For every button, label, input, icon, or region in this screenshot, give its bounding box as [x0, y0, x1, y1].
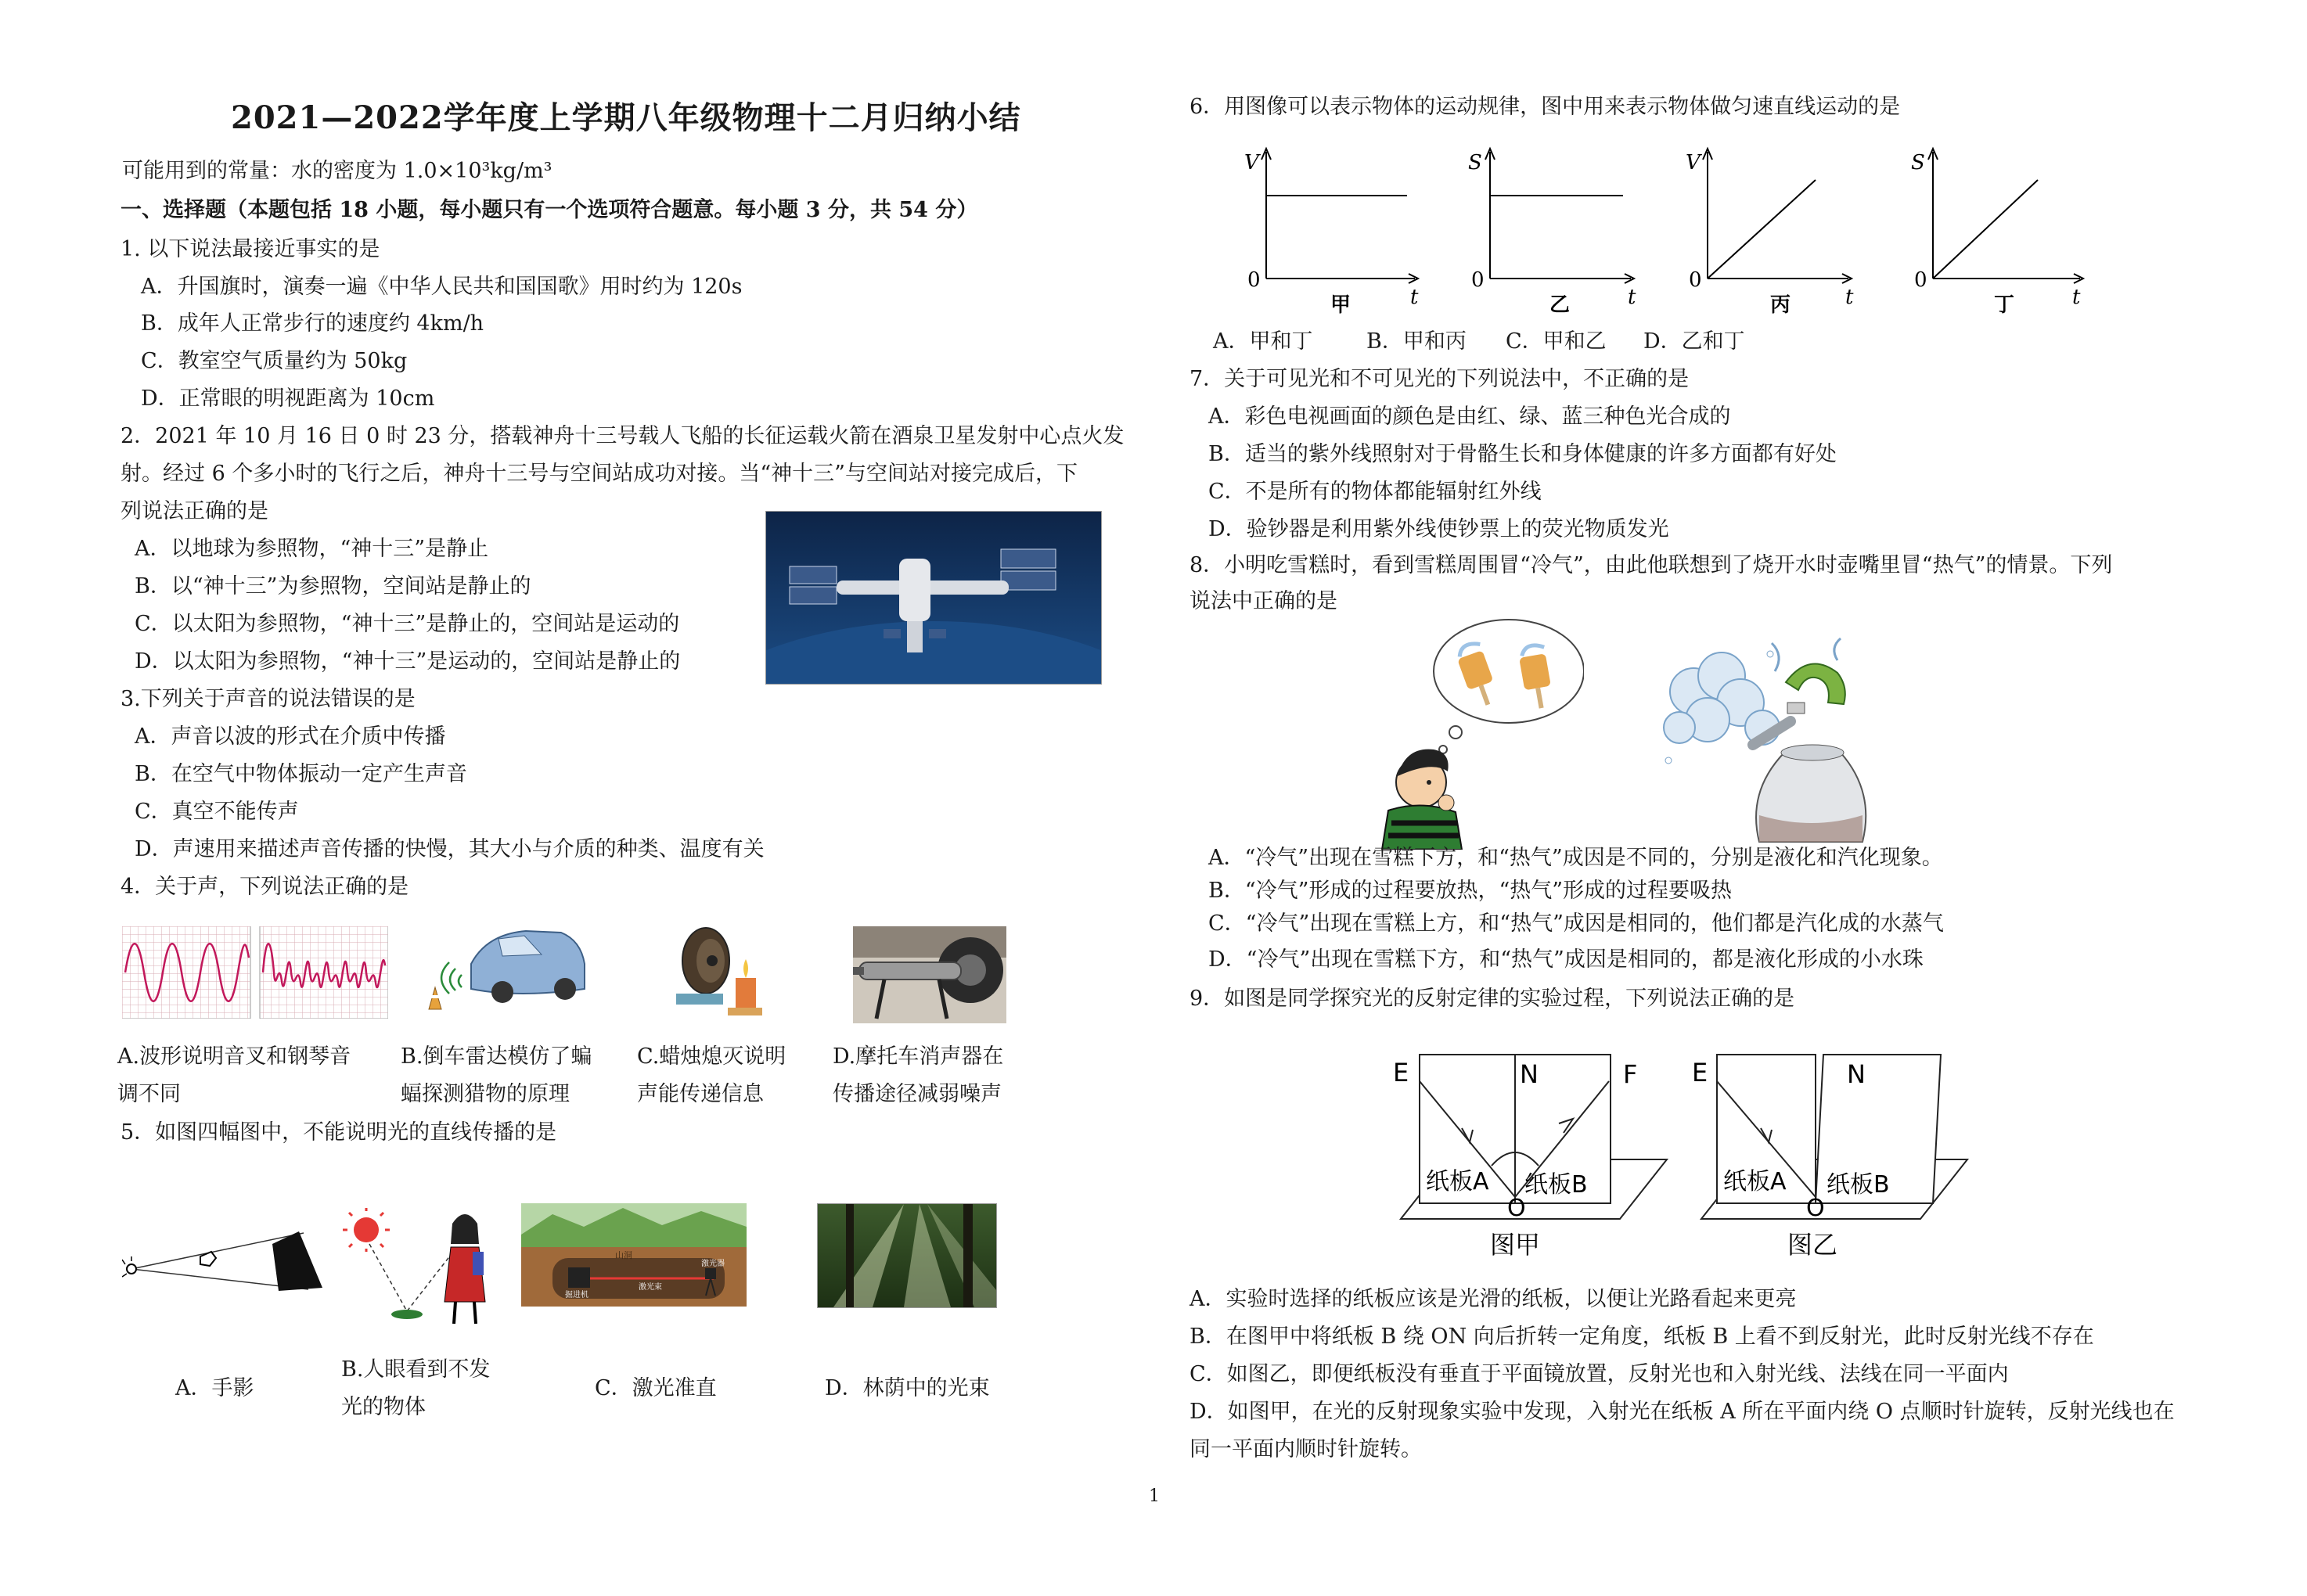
fig-yi-n-label: N: [1847, 1059, 1866, 1089]
laser-device-label: 激光器: [701, 1260, 725, 1268]
motorcycle-muffler-photo: [853, 926, 1006, 1023]
motion-graphs-figure: [1227, 141, 2213, 321]
graph-jia-name: 甲: [1330, 293, 1351, 317]
q6-option-c: C．甲和乙: [1506, 329, 1607, 354]
fig-yi-caption: 图乙: [1787, 1230, 1838, 1260]
q2-option-a: A．以地球为参照物，“神十三”是静止: [135, 537, 489, 561]
q7-option-c: C．不是所有的物体都能辐射红外线: [1208, 480, 1542, 504]
q3-stem: 3.下列关于声音的说法错误的是: [121, 687, 416, 711]
fig-jia-board-b-label: 纸板B: [1524, 1171, 1588, 1199]
q4-stem: 4．关于声，下列说法正确的是: [121, 875, 409, 899]
q4-caption-a-line1: A.波形说明音叉和钢琴音: [117, 1044, 351, 1069]
graph-bing-origin: 0: [1689, 268, 1702, 292]
q9-option-d-line2: 同一平面内顺时针旋转。: [1189, 1437, 1422, 1461]
graph-ding-name: 丁: [1994, 293, 2015, 317]
q9-option-b: B．在图甲中将纸板 B 绕 ON 向后折转一定角度，纸板 B 上看不到反射光，此时反射光线不存在: [1189, 1325, 2094, 1349]
laser-beam-label: 激光束: [639, 1283, 662, 1292]
waveform-figure: [122, 926, 388, 1019]
constants-line: 可能用到的常量：水的密度为 1.0×10³kg/m³: [122, 159, 552, 183]
seeing-object-figure: [341, 1208, 495, 1330]
graph-yi-origin: 0: [1471, 268, 1485, 292]
figure-yi: [1692, 1055, 1967, 1260]
forest-light-beams-photo: [817, 1203, 997, 1308]
q4-caption-d-line1: D.摩托车消声器在: [833, 1044, 1004, 1069]
graph-bing-x-label: t: [1845, 286, 1854, 309]
fig-jia-f-label: F: [1623, 1059, 1638, 1089]
boy-icecream-figure: [1380, 615, 1584, 850]
q4-caption-a-line2: 调不同: [117, 1082, 181, 1106]
graph-jia-x-label: t: [1410, 286, 1419, 309]
q9-option-a: A．实验时选择的纸板应该是光滑的纸板，以便让光路看起来更亮: [1189, 1287, 1797, 1311]
graph-yi: [1468, 149, 1636, 317]
q1-option-c: C．教室空气质量约为 50kg: [141, 349, 408, 373]
graph-bing-name: 丙: [1770, 293, 1791, 317]
q6-option-a: A．甲和丁: [1213, 329, 1313, 354]
q2-option-b: B．以“神十三”为参照物，空间站是静止的: [135, 574, 531, 598]
q5-stem: 5．如图四幅图中，不能说明光的直线传播的是: [121, 1120, 557, 1145]
q4-caption-b-line1: B.倒车雷达模仿了蝙: [401, 1044, 592, 1069]
q7-option-a: A．彩色电视画面的颜色是由红、绿、蓝三种色光合成的: [1208, 404, 1731, 429]
graph-ding-y-label: S: [1911, 151, 1925, 174]
q5-caption-b-line2: 光的物体: [341, 1395, 426, 1419]
graph-yi-y-label: S: [1468, 151, 1482, 174]
figure-jia: [1393, 1055, 1667, 1260]
reflection-experiment-figure: [1385, 1041, 1972, 1267]
q6-option-d: D．乙和丁: [1643, 329, 1745, 354]
q9-option-c: C．如图乙，即便纸板没有垂直于平面镜放置，反射光也和入射光线、法线在同一平面内: [1189, 1362, 2009, 1386]
q6-option-b: B．甲和丙: [1366, 329, 1467, 354]
graph-yi-x-label: t: [1628, 286, 1636, 309]
fig-jia-e-label: E: [1393, 1058, 1409, 1087]
q8-stem-line2: 说法中正确的是: [1189, 589, 1337, 613]
q8-option-d: D．“冷气”出现在雪糕下方，和“热气”成因是相同的，都是液化形成的小水珠: [1208, 947, 1924, 972]
fig-jia-n-label: N: [1520, 1059, 1539, 1089]
q1-option-d: D．正常眼的明视距离为 10cm: [141, 386, 435, 411]
graph-jia-y-label: V: [1244, 151, 1259, 174]
q2-stem-line2: 射。经过 6 个多小时的飞行之后，神舟十三号与空间站成功对接。当“神十三”与空间站对接完成后，下: [121, 462, 1078, 486]
q8-option-c: C．“冷气”出现在雪糕上方，和“热气”成因是相同的，他们都是汽化成的水蒸气: [1208, 911, 1944, 936]
q2-stem-line3: 列说法正确的是: [121, 499, 268, 523]
q8-option-b: B．“冷气”形成的过程要放热，“热气”形成的过程要吸热: [1208, 879, 1733, 903]
boring-machine-label: 掘进机: [565, 1291, 588, 1299]
section-heading: 一、选择题（本题包括 18 小题，每小题只有一个选项符合题意。每小题 3 分，共 54 分）: [121, 198, 978, 222]
q4-caption-c-line2: 声能传递信息: [637, 1082, 764, 1106]
q4-caption-b-line2: 蝠探测猎物的原理: [401, 1082, 570, 1106]
q5-caption-d: D．林荫中的光束: [825, 1376, 990, 1400]
page-title: 2021—2022学年度上学期八年级物理十二月归纳小结: [231, 99, 1021, 136]
q9-stem: 9．如图是同学探究光的反射定律的实验过程，下列说法正确的是: [1189, 987, 1795, 1011]
space-station-image: [765, 511, 1102, 685]
q1-stem: 1. 以下说法最接近事实的是: [121, 237, 380, 261]
q5-caption-c: C．激光准直: [595, 1376, 717, 1400]
q6-stem: 6．用图像可以表示物体的运动规律，图中用来表示物体做匀速直线运动的是: [1189, 95, 1901, 119]
q7-stem: 7．关于可见光和不可见光的下列说法中，不正确的是: [1189, 367, 1690, 391]
graph-ding-x-label: t: [2072, 286, 2081, 309]
graph-jia-origin: 0: [1247, 268, 1261, 292]
graph-bing: [1686, 149, 1854, 317]
fig-yi-e-label: E: [1692, 1058, 1708, 1087]
speaker-candle-figure: [668, 922, 762, 1019]
q3-option-b: B．在空气中物体振动一定产生声音: [135, 762, 467, 786]
kettle-steam-figure: [1653, 635, 1869, 848]
fig-jia-caption: 图甲: [1490, 1230, 1541, 1260]
fig-jia-board-a-label: 纸板A: [1426, 1168, 1489, 1195]
hand-shadow-figure: [122, 1225, 324, 1297]
laser-tunnel-figure: [521, 1203, 747, 1307]
q8-option-a: A．“冷气”出现在雪糕下方，和“热气”成因是不同的，分别是液化和汽化现象。: [1208, 846, 1943, 870]
q2-option-c: C．以太阳为参照物，“神十三”是静止的，空间站是运动的: [135, 612, 680, 636]
q1-option-b: B．成年人正常步行的速度约 4km/h: [141, 311, 484, 336]
q5-caption-b-line1: B.人眼看到不发: [341, 1357, 491, 1382]
graph-yi-name: 乙: [1549, 293, 1571, 317]
fig-jia-o-label: O: [1507, 1195, 1526, 1222]
q7-option-b: B．适当的紫外线照射对于骨骼生长和身体健康的许多方面都有好处: [1208, 442, 1837, 466]
q3-option-a: A．声音以波的形式在介质中传播: [135, 724, 446, 749]
q3-option-d: D．声速用来描述声音传播的快慢，其大小与介质的种类、温度有关: [135, 837, 765, 861]
graph-bing-y-label: V: [1686, 151, 1701, 174]
q7-option-d: D．验钞器是利用紫外线使钞票上的荧光物质发光: [1208, 517, 1669, 541]
fig-yi-board-a-label: 纸板A: [1723, 1168, 1787, 1195]
q3-option-c: C．真空不能传声: [135, 800, 299, 824]
graph-ding: [1911, 149, 2083, 317]
q9-option-d-line1: D．如图甲，在光的反射现象实验中发现，入射光在纸板 A 所在平面内绕 O 点顺时针旋转，反射光线也在: [1189, 1400, 2175, 1424]
q1-option-a: A．升国旗时，演奏一遍《中华人民共和国国歌》用时约为 120s: [141, 275, 743, 299]
q5-caption-a: A．手影: [175, 1376, 254, 1400]
q8-stem-line1: 8．小明吃雪糕时，看到雪糕周围冒“冷气”，由此他联想到了烧开水时壶嘴里冒“热气”的情景。下列: [1189, 553, 2113, 577]
fig-yi-o-label: O: [1806, 1195, 1825, 1222]
q2-stem-line1: 2．2021 年 10 月 16 日 0 时 23 分，搭载神舟十三号载人飞船的长征运载火箭在酒泉卫星发射中心点火发: [121, 424, 1125, 448]
q4-caption-d-line2: 传播途径减弱噪声: [833, 1082, 1002, 1106]
q4-caption-c-line1: C.蜡烛熄灭说明: [637, 1044, 786, 1069]
graph-ding-origin: 0: [1914, 268, 1927, 292]
tunnel-label: 山洞: [615, 1250, 632, 1260]
page-number: 1: [1149, 1486, 1160, 1506]
q2-option-d: D．以太阳为参照物，“神十三”是运动的，空间站是静止的: [135, 649, 681, 674]
fig-yi-board-b-label: 纸板B: [1827, 1171, 1890, 1199]
graph-jia: [1244, 149, 1419, 317]
reversing-radar-figure: [424, 917, 590, 1017]
